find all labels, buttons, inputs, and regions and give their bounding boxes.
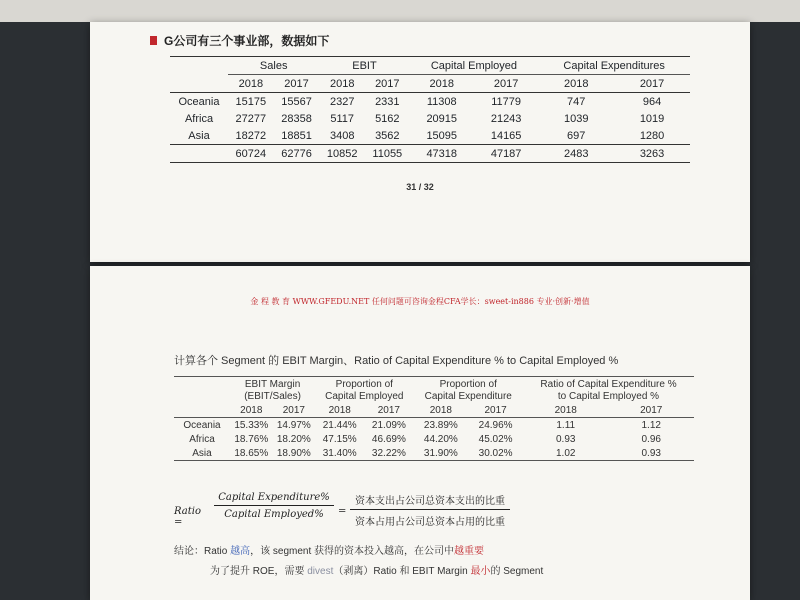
table-cell: 18.90% [276, 447, 311, 459]
table-cell: 3562 [375, 129, 400, 142]
table-cell: 47187 [490, 147, 522, 160]
table-cell: 3263 [639, 147, 665, 160]
page1-heading: G公司有三个事业部，数据如下 [164, 34, 330, 48]
table-cell: 60724 [235, 147, 267, 160]
col-group-ebit: EBIT [319, 57, 409, 75]
col-group-capital-expenditures: Capital Expenditures [538, 57, 690, 75]
table-cell: 18.76% [234, 433, 269, 445]
year-header: 2018 [328, 404, 351, 416]
formula-denominator: Capital Employed% [224, 509, 324, 520]
table-cell: 21.09% [371, 419, 406, 431]
table-cell: 2483 [563, 147, 589, 160]
table-cell: 2327 [329, 95, 355, 108]
slide-page-32 [90, 266, 750, 600]
col-group-sales: Sales [228, 57, 319, 75]
table-cell: 31.90% [423, 447, 458, 459]
year-header: 2017 [639, 77, 665, 90]
table-row [170, 93, 690, 111]
year-header: 2017 [493, 77, 519, 90]
row-label-asia: Asia [192, 447, 212, 459]
row-label-africa: Africa [189, 433, 215, 445]
highlight-higher: 越高 [230, 546, 251, 557]
year-header: 2018 [429, 77, 454, 90]
year-header: 2018 [240, 404, 263, 416]
formula-lhs: Ratio = [174, 506, 201, 528]
table-cell: 3408 [329, 129, 355, 142]
table-row [174, 432, 694, 446]
table-cell: 5117 [330, 112, 355, 125]
table-cell: 0.93 [641, 447, 661, 459]
page2-heading: 计算各个 Segment 的 EBIT Margin、Ratio of Capital Expenditure % to Capital Employed % [174, 355, 619, 367]
table-cell: 0.96 [641, 433, 661, 445]
segment-data-table [170, 56, 690, 163]
table-cell: 15095 [426, 129, 458, 142]
col-group-ratio: Ratio of Capital Expenditure % to Capital Employed % [540, 379, 677, 402]
table-row [170, 127, 690, 145]
table-cell: 45.02% [478, 433, 513, 445]
table-cell: 46.69% [371, 433, 406, 445]
table-cell: 62776 [281, 147, 312, 160]
table-cell: 28358 [281, 112, 312, 125]
formula-numerator: Capital Expenditure% [214, 492, 334, 506]
table-cell: 1039 [563, 112, 589, 125]
table-cell: 1.11 [556, 419, 576, 431]
slide-page-31 [90, 22, 750, 262]
table-cell: 1280 [639, 129, 665, 142]
table-cell: 32.22% [371, 447, 406, 459]
table-cell: 21243 [490, 112, 522, 125]
row-label-africa: Africa [184, 112, 214, 125]
table-cell: 24.96% [478, 419, 513, 431]
table-cell: 0.93 [555, 433, 576, 445]
table-cell: 27277 [235, 112, 267, 125]
col-group-proportion-capital-expenditure: Proportion of Capital Expenditure [424, 379, 512, 402]
col-group-proportion-capital-employed: Proportion of Capital Employed [325, 379, 404, 402]
table-cell: 1.12 [641, 419, 661, 431]
top-toolbar-strip [0, 0, 800, 22]
table-row [174, 418, 694, 433]
ratio-table [174, 376, 694, 461]
table-cell: 2331 [375, 95, 400, 108]
year-header: 2018 [329, 77, 355, 90]
formula-cn-numerator: 资本支出占公司总资本支出的比重 [350, 492, 510, 510]
table-cell: 18272 [235, 129, 267, 142]
year-header: 2018 [554, 404, 577, 416]
year-header: 2017 [640, 404, 663, 416]
table-cell: 14165 [490, 129, 522, 142]
year-header: 2017 [484, 404, 507, 416]
row-label-oceania: Oceania [183, 419, 221, 431]
row-label-asia: Asia [188, 129, 210, 142]
page-number: 31 / 32 [406, 182, 434, 192]
table-cell: 15567 [281, 95, 312, 108]
formula-cn-fraction [350, 492, 510, 528]
table-cell: 15175 [235, 95, 267, 108]
row-label-oceania: Oceania [178, 95, 220, 108]
year-header: 2017 [375, 77, 400, 90]
bullet-icon [150, 36, 157, 45]
col-group-ebit-margin: EBIT Margin (EBIT/Sales) [244, 379, 301, 402]
table-cell: 18.20% [276, 433, 311, 445]
year-header: 2017 [282, 404, 305, 416]
year-header: 2017 [284, 77, 309, 90]
table-cell: 697 [567, 129, 586, 142]
table-cell: 747 [567, 95, 586, 108]
formula-equals: = [338, 506, 347, 517]
table-cell: 23.89% [423, 419, 458, 431]
col-group-capital-employed: Capital Employed [410, 57, 539, 75]
table-cell: 20915 [426, 112, 458, 125]
table-cell: 31.40% [322, 447, 357, 459]
table-cell: 10852 [326, 147, 358, 160]
table-cell: 11308 [426, 95, 457, 108]
table-cell: 18851 [281, 129, 312, 142]
table-row [170, 110, 690, 127]
table-cell: 11779 [491, 95, 522, 108]
year-header: 2018 [238, 77, 264, 90]
table-cell: 964 [642, 95, 662, 108]
table-cell: 18.65% [234, 447, 269, 459]
conclusion-line-2: 为了提升 ROE，需要 divest（剥离）Ratio 和 EBIT Margin 最小的 Segment [210, 566, 544, 577]
table-cell: 15.33% [234, 419, 269, 431]
formula-fraction [214, 492, 334, 520]
year-header: 2018 [563, 77, 589, 90]
formula-cn-denominator: 资本占用占公司总资本占用的比重 [355, 517, 505, 528]
table-cell: 47318 [426, 147, 458, 160]
year-header: 2017 [377, 404, 400, 416]
highlight-divest: divest [307, 566, 334, 577]
table-cell: 44.20% [423, 433, 458, 445]
table-cell: 5162 [375, 112, 400, 125]
table-cell: 1.02 [555, 447, 576, 459]
highlight-more-important: 越重要 [454, 546, 485, 557]
table-row [174, 446, 694, 461]
table-total-row [170, 145, 690, 163]
table-cell: 1019 [639, 112, 665, 125]
conclusion-line-1: 结论：Ratio 越高，该 segment 获得的资本投入越高，在公司中越重要 [174, 546, 485, 557]
highlight-smallest: 最小 [470, 566, 491, 577]
year-header: 2018 [429, 404, 452, 416]
table-cell: 11055 [372, 147, 403, 160]
table-cell: 14.97% [276, 419, 311, 431]
table-cell: 30.02% [478, 447, 513, 459]
watermark-text: 金 程 教 育 WWW.GFEDU.NET 任何问题可咨询金程CFA学长：sweet-in886 专业·创新·增值 [250, 297, 590, 306]
table-cell: 21.44% [322, 419, 357, 431]
table-cell: 47.15% [322, 433, 357, 445]
